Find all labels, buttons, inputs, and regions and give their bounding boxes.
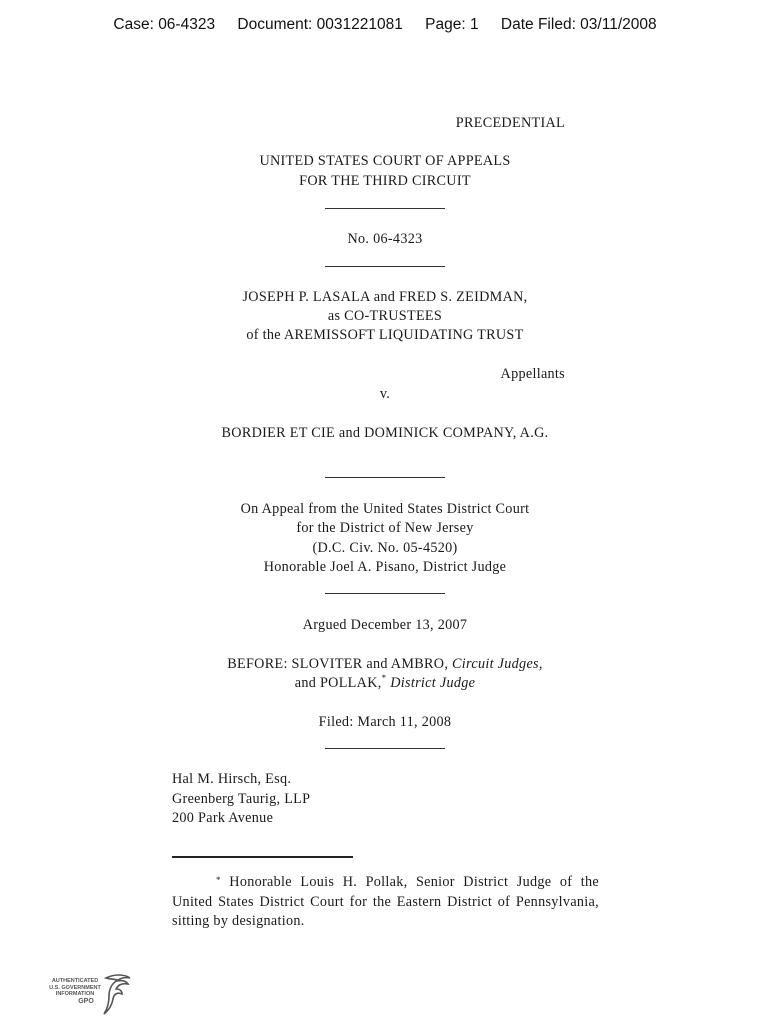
panel-judges: BEFORE: SLOVITER and AMBRO, [227,656,453,672]
panel-line2 [0,675,770,692]
appeal-line4: Honorable Joel A. Pisano, District Judge [263,559,507,575]
counsel-name: Hal M. Hirsch, Esq. [172,771,292,787]
appellant-line3: of the AREMISSOFT LIQUIDATING TRUST [246,327,524,343]
appeal-line3: (D.C. Civ. No. 05-4520) [312,540,458,556]
panel-district-judge: and POLLAK, [294,675,382,691]
separator-rule [325,748,445,749]
appellant-line1: JOSEPH P. LASALA and FRED S. ZEIDMAN, [242,289,528,305]
eagle-icon [100,972,136,1018]
gpo-logo-line2: U.S. GOVERNMENT [49,984,101,991]
gpo-logo-line4: GPO [78,998,94,1005]
document-number: Document: 0031221081 [237,16,403,33]
court-name-line2: FOR THE THIRD CIRCUIT [299,173,471,189]
separator-rule [325,593,445,594]
date-filed: Date Filed: 03/11/2008 [500,16,657,33]
appellee-name: BORDIER ET CIE and DOMINICK COMPANY, A.G. [221,425,549,441]
district-role: District Judge [390,675,476,691]
gpo-logo-line3: INFORMATION [55,991,95,997]
docket-number: No. 06-4323 [347,231,423,247]
page-number: Page: 1 [425,16,479,33]
separator-rule [325,266,445,267]
footnote-mark: * [216,875,221,885]
footnote [172,873,599,932]
appeal-line2: for the District of New Jersey [296,520,474,536]
precedential-label: PRECEDENTIAL [455,115,565,131]
panel-role: Circuit Judges [452,656,539,672]
panel-line1 [0,656,770,673]
separator-rule [325,208,445,209]
gpo-logo-line1: AUTHENTICATED [51,978,99,984]
footnote-text: Honorable Louis H. Pollak, Senior District Judge of the United States District Court for the Eastern District of Pennsylvania, sitting by designation. [172,874,599,930]
footnote-rule [172,856,353,858]
separator-rule [325,477,445,478]
court-name-line1: UNITED STATES COURT OF APPEALS [259,153,511,169]
appeal-line1: On Appeal from the United States District Court [240,501,530,517]
filed-date: Filed: March 11, 2008 [318,714,452,730]
counsel-firm: Greenberg Taurig, LLP [172,791,311,807]
argued-date: Argued December 13, 2007 [302,617,468,633]
case-number: Case: 06-4323 [113,16,216,33]
appellant-line2: as CO-TRUSTEES [327,308,443,324]
panel-punct: , [538,656,543,672]
gpo-authentication-logo [44,972,134,1018]
footnote-reference: * [381,673,387,683]
appellants-label: Appellants [500,366,565,382]
counsel-address: 200 Park Avenue [172,810,274,826]
filing-header [0,16,770,34]
versus-label: v. [379,386,391,402]
